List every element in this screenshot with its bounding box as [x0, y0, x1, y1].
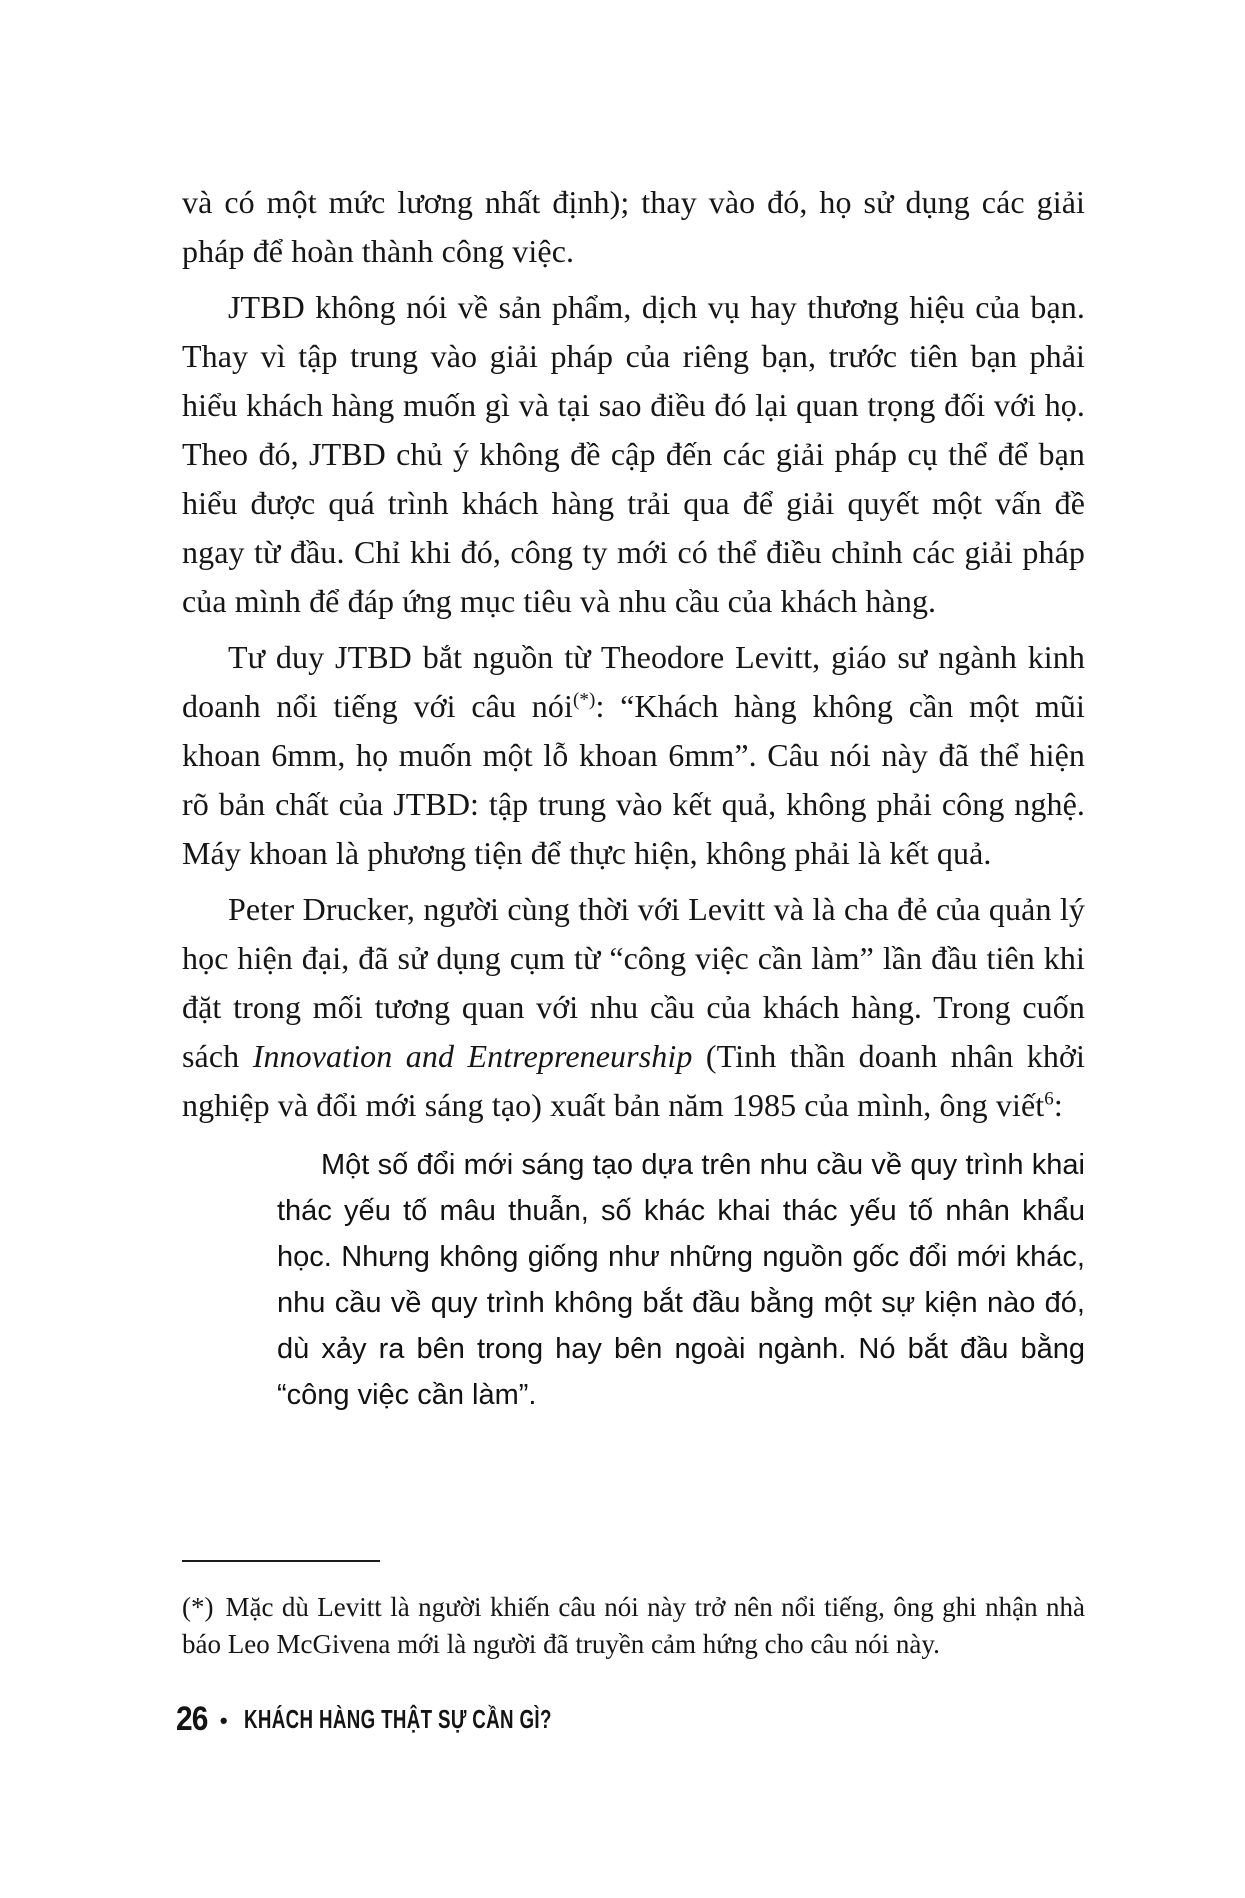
paragraph-continuation — [182, 178, 1085, 276]
quote-text: Một số đổi mới sáng tạo dựa trên nhu cầu về quy trình khai thác yếu tố mâu thuẫn, số khác khai thác yếu tố nhân khẩu học. Nhưng không giống như những nguồn gốc đổi mới khác, nhu cầu về quy trình không bắt đầu bằng một sự kiện nào đó, dù xảy ra bên trong hay bên ngoài ngành. Nó bắt đầu bằng “công việc cần làm”. — [277, 1149, 1085, 1411]
paragraph-text: (Tinh thần doanh nhân khởi nghiệp và đổi mới sáng tạo) xuất bản năm 1985 của mình, ông viết — [182, 1038, 1086, 1123]
page-footer — [176, 1700, 671, 1739]
footer-book-title: KHÁCH HÀNG THẬT SỰ CẦN GÌ? — [243, 1704, 552, 1734]
block-quote — [277, 1142, 1085, 1418]
paragraph-drucker — [182, 885, 1085, 1130]
paragraph-jtbd-overview — [182, 283, 1085, 626]
paragraph-text: Tư duy JTBD bắt nguồn từ Theodore Levitt, giáo sư ngành kinh doanh nổi tiếng với câu nói — [182, 639, 1085, 724]
book-title-italic: Innovation and Entrepreneurship — [252, 1038, 693, 1074]
text-block — [182, 178, 1085, 1418]
footer-bullet-separator: • — [219, 1708, 228, 1733]
footnote-text: Mặc dù Levitt là người khiến câu nói này trở nên nổi tiếng, ông ghi nhận nhà báo Leo McGivena mới là người đã truyền cảm hứng cho câu nói này. — [182, 1592, 1085, 1659]
paragraph-text: JTBD không nói về sản phẩm, dịch vụ hay thương hiệu của bạn. Thay vì tập trung vào giải pháp của riêng bạn, trước tiên bạn phải hiểu khách hàng muốn gì và tại sao điều đó lại quan trọng đối với họ. Theo đó, JTBD chủ ý không đề cập đến các giải pháp cụ thể để bạn hiểu được quá trình khách hàng trải qua để giải quyết một vấn đề ngay từ đầu. Chỉ khi đó, công ty mới có thể điều chỉnh các giải pháp của mình để đáp ứng mục tiêu và nhu cầu của khách hàng. — [182, 289, 1085, 619]
endnote-reference-6: 6 — [1044, 1088, 1054, 1110]
paragraph-text: : “Khách hàng không cần một mũi khoan 6mm, họ muốn một lỗ khoan 6mm”. Câu nói này đã thể hiện rõ bản chất của JTBD: tập trung vào kết quả, không phải công nghệ. Máy khoan là phương tiện để thực hiện, không phải là kết quả. — [182, 688, 1086, 871]
page-number: 26 — [176, 1700, 208, 1738]
footnote-divider — [182, 1560, 380, 1562]
paragraph-text: và có một mức lương nhất định); thay vào đó, họ sử dụng các giải pháp để hoàn thành công việc. — [182, 184, 1085, 269]
paragraph-text: : — [1053, 1087, 1063, 1123]
footnote-marker: (*) — [182, 1592, 214, 1622]
paragraph-text: Peter Drucker, người cùng thời với Levitt và là cha đẻ của quản lý học hiện đại, đã sử dụng cụm từ “công việc cần làm” lần đầu tiên khi đặt trong mối tương quan với nhu cầu của khách hàng. Trong cuốn sách — [182, 891, 1085, 1074]
footnote — [182, 1589, 1085, 1663]
paragraph-levitt — [182, 633, 1085, 878]
footnote-reference-asterisk: (*) — [572, 689, 596, 711]
footnote-block — [182, 1560, 1085, 1690]
